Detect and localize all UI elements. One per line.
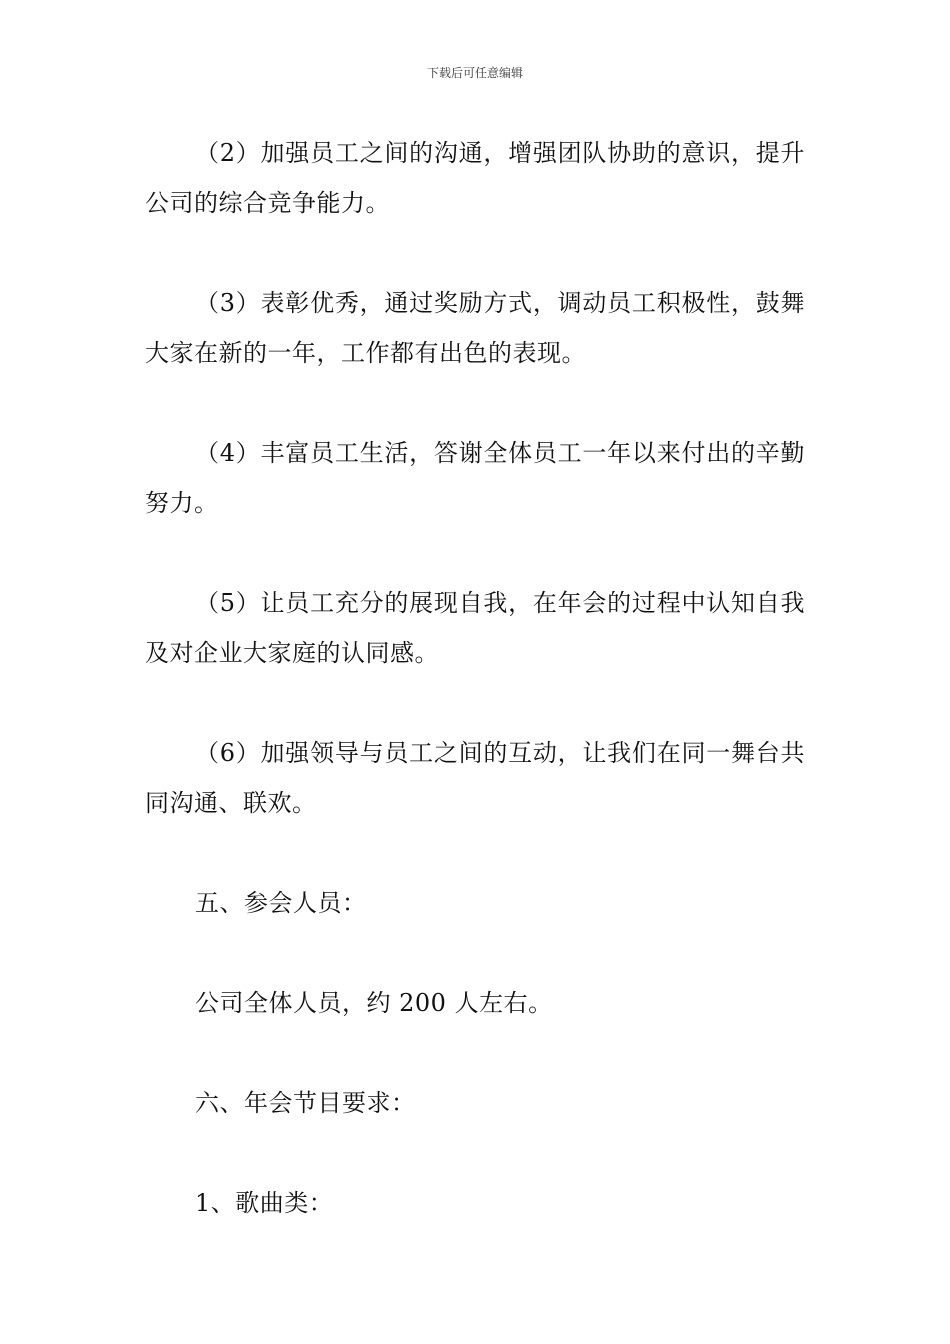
paragraph-goal-5: （5）让员工充分的展现自我，在年会的过程中认知自我及对企业大家庭的认同感。	[145, 589, 805, 667]
page-header: 下载后可任意编辑	[426, 66, 523, 80]
subheading-songs: 1、歌曲类：	[195, 1189, 334, 1217]
section-heading-program: 六、年会节目要求：	[195, 1089, 416, 1117]
paragraph-goal-4: （4）丰富员工生活，答谢全体员工一年以来付出的辛勤努力。	[145, 439, 805, 517]
paragraph-goal-2: （2）加强员工之间的沟通，增强团队协助的意识，提升公司的综合竞争能力。	[145, 139, 805, 217]
document-body	[145, 128, 805, 1228]
paragraph-goal-6: （6）加强领导与员工之间的互动，让我们在同一舞台共同沟通、联欢。	[145, 739, 805, 817]
paragraph-goal-3: （3）表彰优秀，通过奖励方式，调动员工积极性，鼓舞大家在新的一年，工作都有出色的表现。	[145, 289, 805, 367]
section-heading-attendees: 五、参会人员：	[195, 889, 367, 917]
paragraph-attendees: 公司全体人员，约 200 人左右。	[195, 989, 553, 1017]
